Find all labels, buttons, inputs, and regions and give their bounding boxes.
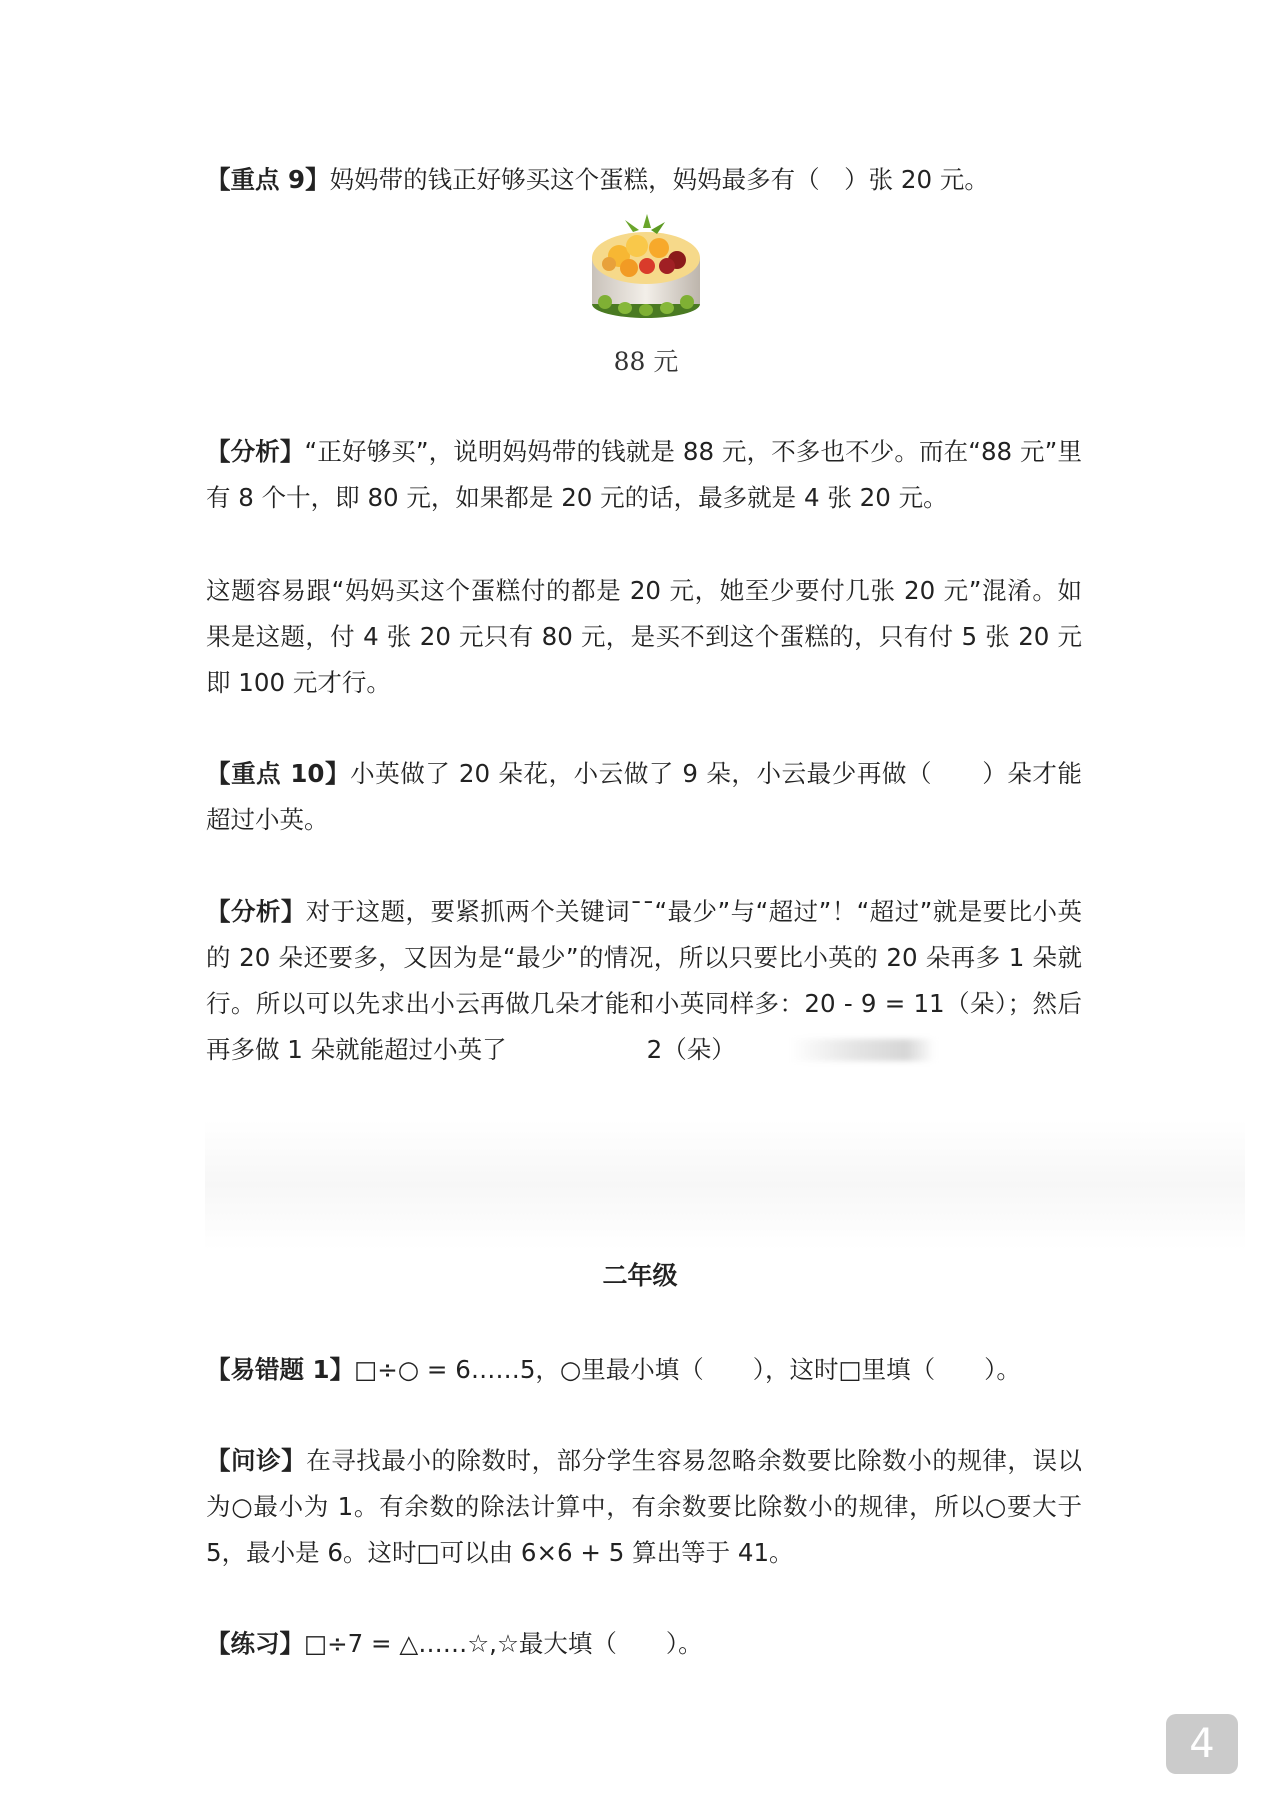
diagnosis <box>206 1438 1082 1576</box>
key-point-10 <box>206 751 1082 843</box>
analysis-10-tail: 2（朵） <box>646 1035 736 1064</box>
key-point-10-tag: 【重点 10】 <box>206 759 351 788</box>
analysis-9 <box>206 429 1082 521</box>
key-point-10-text: 小英做了 20 朵花，小云做了 9 朵，小云最少再做（ ）朵才能超过小英。 <box>206 759 1082 834</box>
grade-heading: 二年级 <box>602 1261 678 1290</box>
note-9 <box>206 568 1082 706</box>
error-question-1-tag: 【易错题 1】 <box>206 1355 355 1384</box>
practice-text: □÷7 = △……☆,☆最大填（ ）。 <box>304 1629 703 1658</box>
cake-figure <box>585 200 707 380</box>
key-point-9-text: 妈妈带的钱正好够买这个蛋糕，妈妈最多有（ ）张 20 元。 <box>329 165 989 194</box>
cake-price-label: 88 元 <box>613 347 679 376</box>
analysis-10 <box>206 889 1082 1073</box>
error-question-1-text: □÷○ = 6……5，○里最小填（ ），这时□里填（ ）。 <box>354 1355 1021 1384</box>
practice <box>206 1621 1082 1667</box>
key-point-9-tag: 【重点 9】 <box>206 165 330 194</box>
cake-image <box>585 200 707 340</box>
diagnosis-tag: 【问诊】 <box>206 1446 307 1475</box>
error-question-1 <box>206 1347 1082 1393</box>
faded-area <box>205 1120 1245 1250</box>
blurred-overlay <box>790 1039 935 1061</box>
analysis-9-text: “正好够买”，说明妈妈带的钱就是 88 元，不多也不少。而在“88 元”里有 8 个十，即 80 元，如果都是 20 元的话，最多就是 4 张 20 元。 <box>206 437 1082 512</box>
page-number-badge: 4 <box>1166 1714 1238 1774</box>
practice-tag: 【练习】 <box>206 1629 304 1658</box>
diagnosis-text: 在寻找最小的除数时，部分学生容易忽略余数要比除数小的规律，误以为○最小为 1。有余数的除法计算中，有余数要比除数小的规律，所以○要大于 5，最小是 6。这时□可以由 6×6 + 5 算出等于 41。 <box>206 1446 1083 1567</box>
note-9-text: 这题容易跟“妈妈买这个蛋糕付的都是 20 元，她至少要付几张 20 元”混淆。如果是这题，付 4 张 20 元只有 80 元，是买不到这个蛋糕的，只有付 5 张 20 元即 100 元才行。 <box>206 576 1082 697</box>
analysis-10-text: 对于这题，要紧抓两个关键词¯¯“最少”与“超过”！“超过”就是要比小英的 20 朵还要多，又因为是“最少”的情况，所以只要比小英的 20 朵再多 1 朵就行。所以可以先求出小云再做几朵才能和小英同样多：20 - 9 = 11（朵）；然后再多做 1 朵就能超过小英了 <box>206 897 1083 1064</box>
analysis-10-tag: 【分析】 <box>206 897 306 926</box>
analysis-9-tag: 【分析】 <box>206 437 305 466</box>
key-point-9 <box>206 157 1082 203</box>
